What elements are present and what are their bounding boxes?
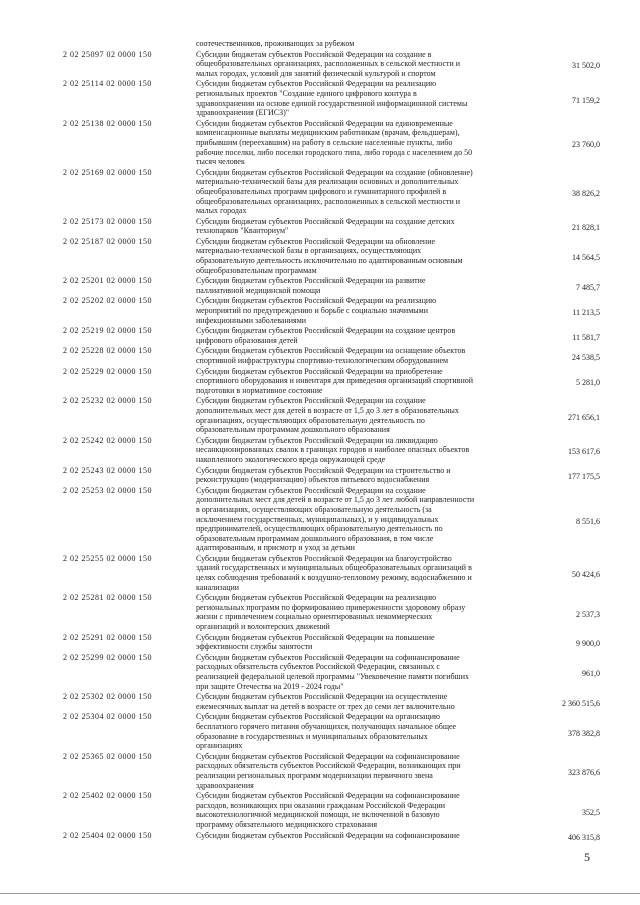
table-row: [63, 79, 600, 117]
revenue-description: Субсидии бюджетам субъектов Российской Федерации на ликвидацию несанкционированных свалок в границах городов и наиболее опасных объектов накопленного экологического вреда окружающей среде: [196, 435, 470, 464]
table-row: [63, 791, 600, 829]
amount: 271 656,1: [568, 412, 600, 422]
revenue-description: Субсидии бюджетам субъектов Российской Федерации на строительство и реконструкцию (модернизацию) объектов питьевого водоснабжения: [196, 465, 451, 485]
table-row: [63, 276, 600, 295]
table-row: [63, 436, 600, 465]
amount: 23 760,0: [572, 139, 600, 149]
table-row: [63, 752, 600, 790]
amount: 38 826,2: [572, 188, 600, 198]
amount: 177 175,5: [568, 472, 600, 482]
budget-code: 2 02 25187 02 0000 150: [63, 236, 152, 246]
table-row: [63, 119, 600, 167]
continuation-row: [63, 39, 600, 49]
revenue-description: Субсидии бюджетам субъектов Российской Федерации на создание дополнительных мест для детей в возрасте от 1,5 до 3 лет любой направленности в организациях, осуществляющих образовательную деятельность (за исключением государственных, муниципальных), и у индивидуальных предпринимателей, осуществляющих образовательную деятельность по образовательным программам дошкольного образования, в том числе адаптированным, и присмотр и уход за детьми: [196, 485, 475, 553]
revenue-description: Субсидии бюджетам субъектов Российской Федерации на осуществление ежемесячных выплат на детей в возрасте от трех до семи лет включительно: [196, 692, 455, 711]
budget-code: 2 02 25173 02 0000 150: [63, 216, 152, 226]
budget-code: 2 02 25201 02 0000 150: [63, 276, 152, 286]
amount: 2 537,3: [576, 609, 600, 619]
amount: 153 617,6: [568, 447, 600, 457]
table-row: [63, 367, 600, 396]
table-row: [63, 217, 600, 236]
revenue-description: Субсидии бюджетам субъектов Российской Федерации на создание детских технопарков "Кванториум": [196, 216, 455, 236]
amount: 5 281,0: [576, 378, 600, 388]
table-row: [63, 168, 600, 216]
revenue-description: Субсидии бюджетам субъектов Российской Федерации на реализацию мероприятий по предупреждению и борьбе с социально значимыми инфекционными заболеваниями: [196, 296, 437, 325]
revenue-description: Субсидии бюджетам субъектов Российской Федерации на софинансирование: [196, 830, 460, 840]
revenue-table: [63, 39, 600, 841]
revenue-description: Субсидии бюджетам субъектов Российской Федерации на создание (обновление) материально-технической базы для реализации основных и дополнительных общеобразовательных программ цифрового и гуманитарного профилей в общеобразовательных организациях, расположенных в сельской местности и малых городах: [196, 167, 473, 216]
table-row: [63, 296, 600, 325]
revenue-description: Субсидии бюджетам субъектов Российской Федерации на организацию бесплатного горячего питания обучающихся, получающих начальное общее образование в государственных и муниципальных образовательных организациях: [196, 712, 457, 751]
amount: 961,0: [582, 669, 600, 679]
table-row: [63, 466, 600, 485]
budget-code: 2 02 25097 02 0000 150: [63, 49, 152, 59]
budget-code: 2 02 25138 02 0000 150: [63, 118, 152, 128]
table-row: [63, 653, 600, 691]
revenue-description: Субсидии бюджетам субъектов Российской Федерации на оснащение объектов спортивной инфраструктуры спортивно-технологическим оборудованием: [196, 346, 466, 365]
amount: 11 213,5: [572, 308, 600, 318]
revenue-description: Субсидии бюджетам субъектов Российской Федерации на реализацию региональных проектов "Создание единого цифрового контура в здравоохранении на основе единой государственной информационной системы здравоохранения (ЕГИСЗ)": [196, 79, 468, 118]
revenue-description: Субсидии бюджетам субъектов Российской Федерации на развитие паллиативной медицинской помощи: [196, 276, 426, 295]
budget-code: 2 02 25242 02 0000 150: [63, 435, 152, 445]
amount: 7 485,7: [576, 283, 600, 293]
page-bottom-rule: [0, 893, 640, 894]
table-row: [63, 346, 600, 365]
budget-code: 2 02 25232 02 0000 150: [63, 396, 152, 406]
table-row: [63, 554, 600, 592]
revenue-description: Субсидии бюджетам субъектов Российской Федерации на создание в общеобразовательных организациях, расположенных в сельской местности и малых городах, условий для занятий физической культурой и спортом: [196, 49, 461, 78]
budget-code: 2 02 25228 02 0000 150: [63, 346, 152, 356]
revenue-description: Субсидии бюджетам субъектов Российской Федерации на обновление материально-технической базы в организациях, осуществляющих образовательную деятельность исключительно по адаптированным основным общеобразовательным программам: [196, 236, 463, 275]
amount: 50 424,6: [572, 570, 600, 580]
table-row: [63, 237, 600, 275]
budget-code: 2 02 25291 02 0000 150: [63, 632, 152, 642]
revenue-description: Субсидии бюджетам субъектов Российской Федерации на софинансирование расходных обязательств субъектов Российской Федерации, связанных с реализацией федеральной целевой программы "Увековечение памяти погибших при защите Отечества на 2019 - 2024 годы": [196, 652, 469, 691]
budget-code: 2 02 25243 02 0000 150: [63, 465, 152, 475]
amount: 8 551,6: [576, 516, 600, 526]
budget-code: 2 02 25253 02 0000 150: [63, 485, 152, 495]
amount: 24 538,5: [572, 353, 600, 363]
table-row: [63, 396, 600, 434]
revenue-description: Субсидии бюджетам субъектов Российской Федерации на софинансирование расходных обязательств субъектов Российской Федерации, возникающих при реализации региональных программ модернизации первичного звена здравоохранения: [196, 751, 461, 790]
budget-code: 2 02 25304 02 0000 150: [63, 712, 152, 722]
amount: 71 159,2: [572, 95, 600, 105]
revenue-description: Субсидии бюджетам субъектов Российской Федерации на повышение эффективности службы занятости: [196, 632, 435, 652]
budget-code: 2 02 25281 02 0000 150: [63, 593, 152, 603]
budget-code: 2 02 25202 02 0000 150: [63, 296, 152, 306]
amount: 9 900,0: [576, 639, 600, 649]
continuation-text: соотечественников, проживающих за рубежом: [196, 39, 355, 48]
budget-code: 2 02 25219 02 0000 150: [63, 326, 152, 336]
table-row: [63, 50, 600, 79]
budget-code: 2 02 25402 02 0000 150: [63, 791, 152, 801]
budget-code: 2 02 25365 02 0000 150: [63, 751, 152, 761]
amount: 21 828,1: [572, 223, 600, 233]
table-row: [63, 326, 600, 345]
revenue-description: Субсидии бюджетам субъектов Российской Федерации на софинансирование расходов, возникающих при оказании гражданам Российской Федерации высокотехнологичной медицинской помощи, не включенной в базовую программу обязательного медицинского страхования: [196, 791, 460, 829]
table-row: [63, 593, 600, 631]
revenue-description: Субсидии бюджетам субъектов Российской Федерации на приобретение спортивного оборудования и инвентаря для приведения организаций спортивной подготовки в нормативное состояние: [196, 366, 474, 395]
table-row: [63, 692, 600, 711]
table-row: [63, 831, 600, 841]
table-row: [63, 712, 600, 750]
revenue-description: Субсидии бюджетам субъектов Российской Федерации на единовременные компенсационные выплаты медицинским работникам (врачам, фельдшерам), прибывшим (переехавшим) на работу в сельские населенные пункты, либо рабочие поселки, либо поселки городского типа, либо города с населением до 50 тысяч человек: [196, 118, 473, 167]
amount: 352,5: [582, 807, 600, 817]
amount: 14 564,5: [572, 253, 600, 263]
budget-code: 2 02 25169 02 0000 150: [63, 167, 152, 177]
budget-code: 2 02 25229 02 0000 150: [63, 366, 152, 376]
budget-code: 2 02 25404 02 0000 150: [63, 830, 152, 840]
table-row: [63, 633, 600, 652]
revenue-description: Субсидии бюджетам субъектов Российской Федерации на реализацию региональных программ по формированию приверженности здоровому образу жизни с привлечением социально ориентированных некоммерческих организаций и волонтерских движений: [196, 593, 466, 632]
budget-code: 2 02 25255 02 0000 150: [63, 553, 152, 563]
amount: 323 876,6: [568, 768, 600, 778]
amount: 406 315,8: [568, 832, 600, 842]
budget-code: 2 02 25299 02 0000 150: [63, 652, 152, 662]
page-number: 5: [584, 850, 590, 864]
budget-code: 2 02 25114 02 0000 150: [63, 79, 152, 89]
amount: 378 382,8: [568, 728, 600, 738]
budget-code: 2 02 25302 02 0000 150: [63, 692, 152, 702]
table-row: [63, 486, 600, 553]
amount: 11 581,7: [572, 333, 600, 343]
revenue-description: Субсидии бюджетам субъектов Российской Федерации на благоустройство зданий государственных и муниципальных общеобразовательных организаций в целях соблюдения требований к воздушно-тепловому режиму, водоснабжению и канализации: [196, 553, 472, 592]
revenue-description: Субсидии бюджетам субъектов Российской Федерации на создание дополнительных мест для детей в возрасте от 1,5 до 3 лет в образовательных организациях, осуществляющих образовательную деятельность по образовательным программам дошкольного образования: [196, 396, 459, 435]
amount: 2 360 515,6: [562, 698, 600, 708]
amount: 31 502,0: [572, 61, 600, 71]
revenue-description: Субсидии бюджетам субъектов Российской Федерации на создание центров цифрового образования детей: [196, 326, 456, 345]
